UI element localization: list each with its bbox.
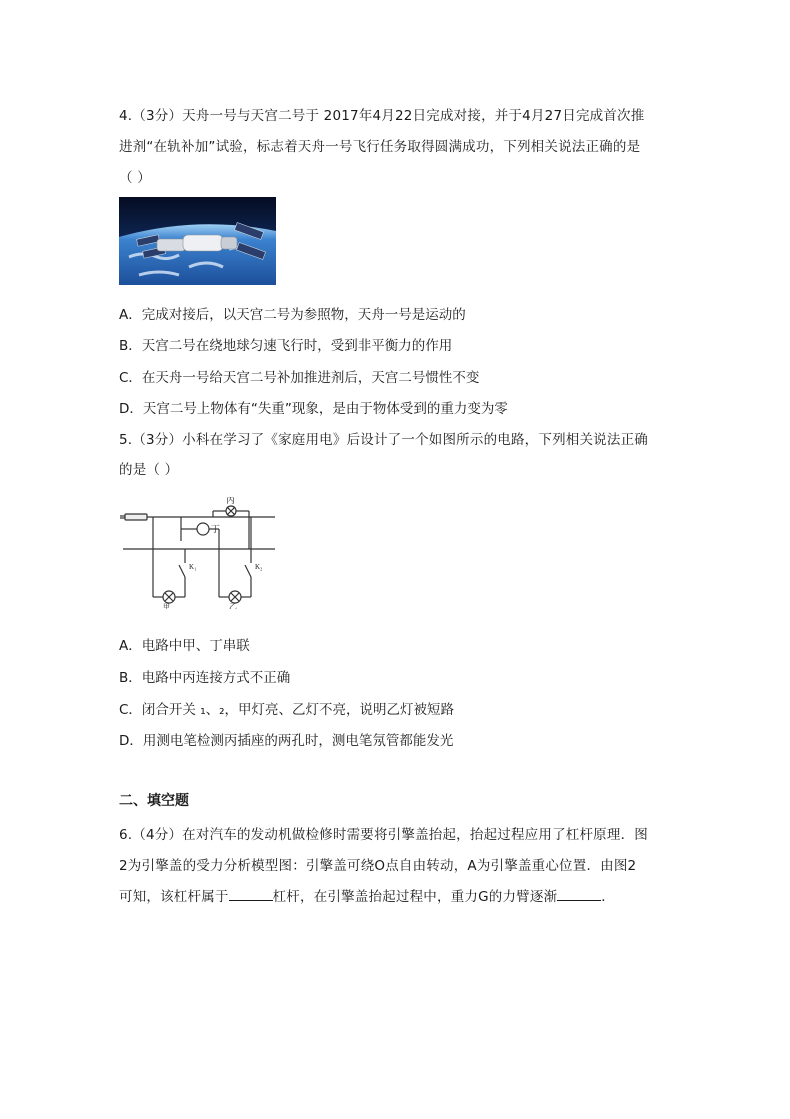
- q4-stem-line2: 进剂“在轨补加”试验，标志着天舟一号飞行任务取得圆满成功，下列相关说法正确的是: [119, 139, 641, 155]
- space-station-photo: [119, 197, 276, 285]
- label-k2: K₂: [255, 563, 263, 571]
- answer-blank-2[interactable]: [557, 888, 601, 901]
- label-bing: 丙: [226, 497, 236, 505]
- label-yi: 乙: [229, 602, 237, 609]
- q4-stem-line1: 4.（3分）天舟一号与天宫二号于 2017年4月22日完成对接，并于4月27日完成首次推: [119, 108, 645, 124]
- q4-stem-line3: （ ）: [119, 170, 151, 186]
- q4-option-d: D．天宫二号上物体有“失重”现象，是由于物体受到的重力变为零: [119, 401, 508, 417]
- q6-line3-part3: ．: [601, 889, 615, 905]
- q6-line3-part2: 杠杆，在引擎盖抬起过程中，重力G的力臂逐渐: [272, 889, 558, 905]
- label-k1: K₁: [189, 563, 197, 571]
- q6-line3-part1: 可知，该杠杆属于: [119, 889, 229, 905]
- section-title: 二、填空题: [119, 793, 189, 809]
- q5-stem-line1: 5.（3分）小科在学习了《家庭用电》后设计了一个如图所示的电路，下列相关说法正确: [119, 432, 648, 448]
- q4-option-c: C．在天舟一号给天宫二号补加推进剂后，天宫二号惯性不变: [119, 370, 480, 386]
- q5-option-d: D．用测电笔检测丙插座的两孔时，测电笔氖管都能发光: [119, 733, 454, 749]
- q5-option-a: A．电路中甲、丁串联: [119, 638, 250, 654]
- q4-option-b: B．天宫二号在绕地球匀速飞行时，受到非平衡力的作用: [119, 338, 453, 354]
- space-station-image: [119, 197, 276, 285]
- answer-blank-1[interactable]: [229, 888, 273, 901]
- circuit-diagram: [119, 497, 279, 609]
- label-jia: 甲: [163, 603, 170, 609]
- q5-option-b: B．电路中丙连接方式不正确: [119, 670, 291, 686]
- circuit-figure: [119, 497, 279, 609]
- q6-stem-line1: 6.（4分）在对汽车的发动机做检修时需要将引擎盖抬起，抬起过程应用了杠杆原理．图: [119, 827, 648, 843]
- q6-stem-line3: [119, 885, 615, 905]
- q5-stem-line2: 的是（ ）: [119, 462, 179, 478]
- q4-option-a: A．完成对接后，以天宫二号为参照物，天舟一号是运动的: [119, 307, 466, 323]
- label-ding: 丁: [211, 524, 221, 534]
- q5-option-c: C．闭合开关 ₁、₂，甲灯亮、乙灯不亮，说明乙灯被短路: [119, 702, 455, 718]
- q6-stem-line2: 2为引擎盖的受力分析模型图：引擎盖可绕O点自由转动，A为引擎盖重心位置．由图2: [119, 858, 637, 874]
